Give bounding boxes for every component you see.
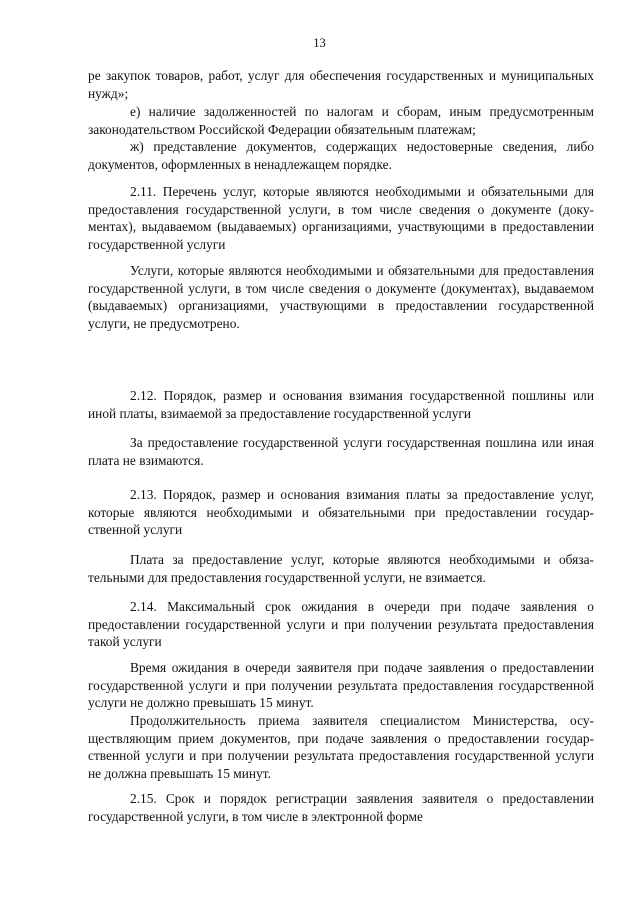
paragraph-2-11-body: Услуги, которые являются необходимыми и обязательными для предоставления государственной услуги, в том числе сведения о документе (документах), выдаваемом (выдаваемых) организациями, участвующими в предоставлении государственной услуги, не предусмотрено.	[88, 263, 594, 331]
section-heading-2-11: 2.11. Перечень услуг, которые являются необходимыми и обязательными для предоставления государственной услуги, в том числе сведения о документе (документах), выдаваемом (выдаваемых) организациями, участвующими в предоставлении государственной услуги	[88, 184, 594, 252]
paragraph-2-13-body: Плата за предоставление услуг, которые являются необходимыми и обязательными для предоставления государственной услуги, не взимается.	[88, 552, 594, 585]
paragraph-2-12-body: За предоставление государственной услуги государственная пошлина или иная плата не взимаются.	[88, 435, 594, 468]
paragraph-2-14-reception-duration: Продолжительность приема заявителя специалистом Министерства, осуществляющим прием документов, при подаче заявления о предоставлении государственной услуги и при получении результата предоставления государственной услуги не должна превышать 15 минут.	[88, 713, 594, 781]
section-heading-2-14: 2.14. Максимальный срок ожидания в очереди при подаче заявления о предоставлении государственной услуги и при получении результата предоставления такой услуги	[88, 599, 594, 650]
section-heading-2-13: 2.13. Порядок, размер и основания взимания платы за предоставление услуг, которые являются необходимыми и обязательными при предоставлении государственной услуги	[88, 487, 594, 538]
section-heading-2-15: 2.15. Срок и порядок регистрации заявления заявителя о предоставлении государственной услуги, в том числе в электронной форме	[88, 791, 594, 824]
paragraph-2-14-waiting-time: Время ожидания в очереди заявителя при подаче заявления о предоставлении государственной услуги и при получении результата предоставления государственной услуги не должно превышать 15 минут.	[88, 660, 594, 711]
page-number: 13	[313, 36, 326, 50]
paragraph-item-e: е) наличие задолженностей по налогам и сборам, иным предусмотренным законодательством Российской Федерации обязательным платежам;	[88, 104, 594, 137]
section-heading-2-12: 2.12. Порядок, размер и основания взимания государственной пошлины или иной платы, взимаемой за предоставление государственной услуги	[88, 388, 594, 421]
paragraph-item-zh: ж) представление документов, содержащих недостоверные сведения, либо документов, оформленных в ненадлежащем порядке.	[88, 139, 594, 172]
paragraph-procurement-continuation: ре закупок товаров, работ, услуг для обеспечения государственных и муниципальных нужд»;	[88, 68, 594, 101]
